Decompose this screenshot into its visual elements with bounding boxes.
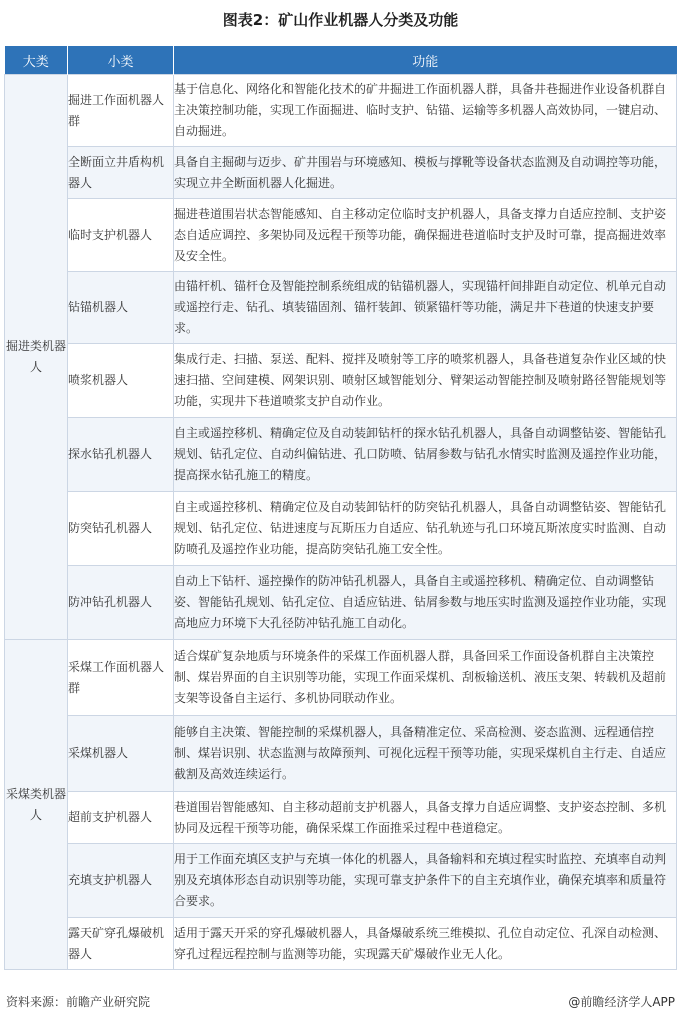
table-row <box>5 566 677 640</box>
subcategory-cell: 超前支护机器人 <box>68 792 174 844</box>
table-row <box>5 75 677 147</box>
function-cell: 具备自主掘砌与迈步、矿井围岩与环境感知、模板与撑靴等设备状态监测及自动调控等功能，实现立井全断面机器人化掘进。 <box>174 147 677 199</box>
function-cell: 基于信息化、网络化和智能化技术的矿井掘进工作面机器人群，具备井巷掘进作业设备机群自主决策控制功能，实现工作面掘进、临时支护、钻锚、运输等多机器人高效协同，一键启动、自动掘进。 <box>174 75 677 147</box>
subcategory-cell: 采煤工作面机器人群 <box>68 640 174 716</box>
subcategory-cell: 探水钻孔机器人 <box>68 418 174 492</box>
source-note: 资料来源：前瞻产业研究院 <box>6 995 151 1009</box>
table-row <box>5 199 677 272</box>
function-cell: 自主或遥控移机、精确定位及自动装卸钻杆的防突钻孔机器人，具备自动调整钻姿、智能钻孔规划、钻孔定位、钻进速度与瓦斯压力自适应、钻孔轨迹与孔口环境瓦斯浓度实时监测、自动防喷孔及遥控作业功能，提高防突钻孔施工安全性。 <box>174 492 677 566</box>
table-header-row <box>5 46 677 75</box>
subcategory-cell: 露天矿穿孔爆破机器人 <box>68 918 174 970</box>
robot-classification-table <box>4 46 677 970</box>
function-cell: 集成行走、扫描、泵送、配料、搅拌及喷射等工序的喷浆机器人，具备巷道复杂作业区域的快速扫描、空间建模、网架识别、喷射区域智能划分、臂架运动智能控制及喷射路径智能规划等功能，实现井下巷道喷浆支护自动作业。 <box>174 344 677 418</box>
table-row <box>5 844 677 918</box>
table-row <box>5 716 677 792</box>
function-cell: 掘进巷道围岩状态智能感知、自主移动定位临时支护机器人，具备支撑力自适应控制、支护姿态自适应调控、多架协同及远程干预等功能，确保掘进巷道临时支护及时可靠，提高掘进效率及安全性。 <box>174 199 677 272</box>
table-row <box>5 147 677 199</box>
brand-credit: @前瞻经济学人APP <box>568 995 675 1009</box>
table-row <box>5 492 677 566</box>
function-cell: 适合煤矿复杂地质与环境条件的采煤工作面机器人群，具备回采工作面设备机群自主决策控制、煤岩界面的自主识别等功能，实现工作面采煤机、刮板输送机、液压支架、转载机及超前支架等设备自主运行、多机协同联动作业。 <box>174 640 677 716</box>
subcategory-cell: 全断面立井盾构机器人 <box>68 147 174 199</box>
subcategory-cell: 采煤机器人 <box>68 716 174 792</box>
subcategory-cell: 掘进工作面机器人群 <box>68 75 174 147</box>
subcategory-cell: 喷浆机器人 <box>68 344 174 418</box>
header-category: 大类 <box>5 46 68 75</box>
function-cell: 自主或遥控移机、精确定位及自动装卸钻杆的探水钻孔机器人，具备自动调整钻姿、智能钻孔规划、钻孔定位、自动纠偏钻进、孔口防喷、钻屑参数与钻孔水情实时监测及遥控作业功能，提高探水钻孔施工的精度。 <box>174 418 677 492</box>
function-cell: 适用于露天开采的穿孔爆破机器人，具备爆破系统三维模拟、孔位自动定位、孔深自动检测、穿孔过程远程控制与监测等功能，实现露天矿爆破作业无人化。 <box>174 918 677 970</box>
subcategory-cell: 充填支护机器人 <box>68 844 174 918</box>
table-row <box>5 792 677 844</box>
subcategory-cell: 防冲钻孔机器人 <box>68 566 174 640</box>
header-function: 功能 <box>174 46 677 75</box>
function-cell: 用于工作面充填区支护与充填一体化的机器人，具备输料和充填过程实时监控、充填率自动判别及充填体形态自动识别等功能，实现可靠支护条件下的自主充填作业，确保充填率和质量符合要求。 <box>174 844 677 918</box>
function-cell: 巷道围岩智能感知、自主移动超前支护机器人，具备支撑力自适应调整、支护姿态控制、多机协同及远程干预等功能，确保采煤工作面推采过程中巷道稳定。 <box>174 792 677 844</box>
subcategory-cell: 钻锚机器人 <box>68 272 174 344</box>
table-row <box>5 640 677 716</box>
function-cell: 由锚杆机、锚杆仓及智能控制系统组成的钻锚机器人，实现锚杆间排距自动定位、机单元自动或遥控行走、钻孔、填装锚固剂、锚杆装卸、锁紧锚杆等功能，满足井下巷道的快速支护要求。 <box>174 272 677 344</box>
category-cell: 采煤类机器人 <box>5 640 68 970</box>
category-cell: 掘进类机器人 <box>5 75 68 640</box>
chart-title: 图表2：矿山作业机器人分类及功能 <box>222 11 459 29</box>
table-row <box>5 344 677 418</box>
table-row <box>5 418 677 492</box>
header-subcategory: 小类 <box>68 46 174 75</box>
function-cell: 自动上下钻杆、遥控操作的防冲钻孔机器人，具备自主或遥控移机、精确定位、自动调整钻姿、智能钻孔规划、钻孔定位、自适应钻进、钻屑参数与地压实时监测及遥控作业功能，实现高地应力环境下大孔径防冲钻孔施工自动化。 <box>174 566 677 640</box>
table-row <box>5 918 677 970</box>
table-row <box>5 272 677 344</box>
subcategory-cell: 临时支护机器人 <box>68 199 174 272</box>
function-cell: 能够自主决策、智能控制的采煤机器人，具备精准定位、采高检测、姿态监测、远程通信控制、煤岩识别、状态监测与故障预判、可视化远程干预等功能，实现采煤机自主行走、自适应截割及高效连续运行。 <box>174 716 677 792</box>
subcategory-cell: 防突钻孔机器人 <box>68 492 174 566</box>
